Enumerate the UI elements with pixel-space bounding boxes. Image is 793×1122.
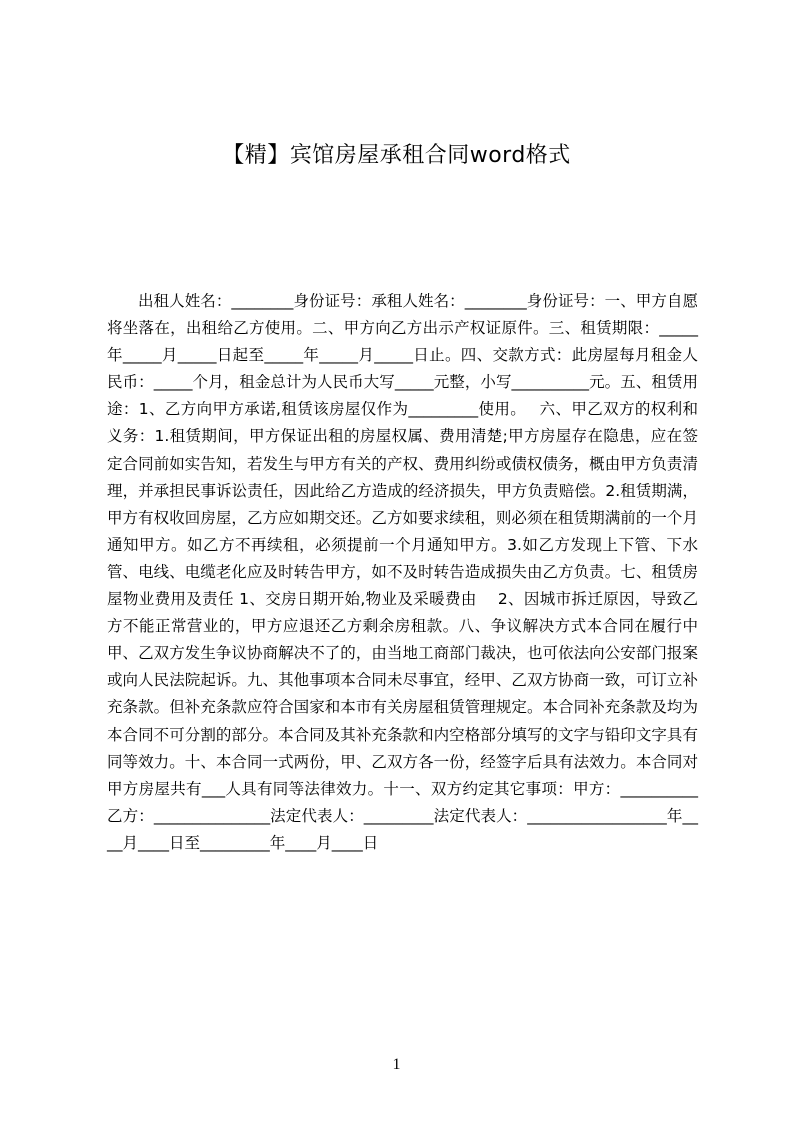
contract-body-paragraph: 出租人姓名：________身份证号：承租人姓名：________身份证号：一、甲方自愿将坐落在，出租给乙方使用。二、甲方向乙方出示产权证原件。三、租赁期限：_____年_____月_____日起至_____年_____月_____日止。四、交款方式：此房屋每月租金人民币：_____个月，租金总计为人民币大写_____元整，小写__________元。五、租赁用途：1、乙方向甲方承诺,租赁该房屋仅作为_________使用。 六、甲乙双方的权利和义务：1.租赁期间，甲方保证出租的房屋权属、费用清楚;甲方房屋存在隐患，应在签定合同前如实告知，若发生与甲方有关的产权、费用纠纷或债权债务，概由甲方负责清理，并承担民事诉讼责任，因此给乙方造成的经济损失，甲方负责赔偿。2.租赁期满，甲方有权收回房屋，乙方应如期交还。乙方如要求续租，则必须在租赁期满前的一个月通知甲方。如乙方不再续租，必须提前一个月通知甲方。3.如乙方发现上下管、下水管、电线、电缆老化应及时转告甲方，如不及时转告造成损失由乙方负责。七、租赁房屋物业费用及责任 1、交房日期开始,物业及采暖费由 2、因城市拆迁原因，导致乙方不能正常营业的，甲方应退还乙方剩余房租款。八、争议解决方式本合同在履行中甲、乙双方发生争议协商解决不了的，由当地工商部门裁决，也可依法向公安部门报案或向人民法院起诉。九、其他事项本合同未尽事宜，经甲、乙双方协商一致，可订立补充条款。但补充条款应符合国家和本市有关房屋租赁管理规定。本合同补充条款及均为本合同不可分割的部分。本合同及其补充条款和内空格部分填写的文字与铅印文字具有同等效力。十、本合同一式两份，甲、乙双方各一份，经签字后具有法效力。本合同对甲方房屋共有___人具有同等法律效力。十一、双方约定其它事项：甲方：__________乙方：_______________法定代表人：_________法定代表人：__________________年____月____日至_________年____月____日 (107, 292, 698, 852)
page-number: 1 (392, 1056, 401, 1073)
document-title: 【精】宾馆房屋承租合同word格式 (222, 143, 571, 168)
